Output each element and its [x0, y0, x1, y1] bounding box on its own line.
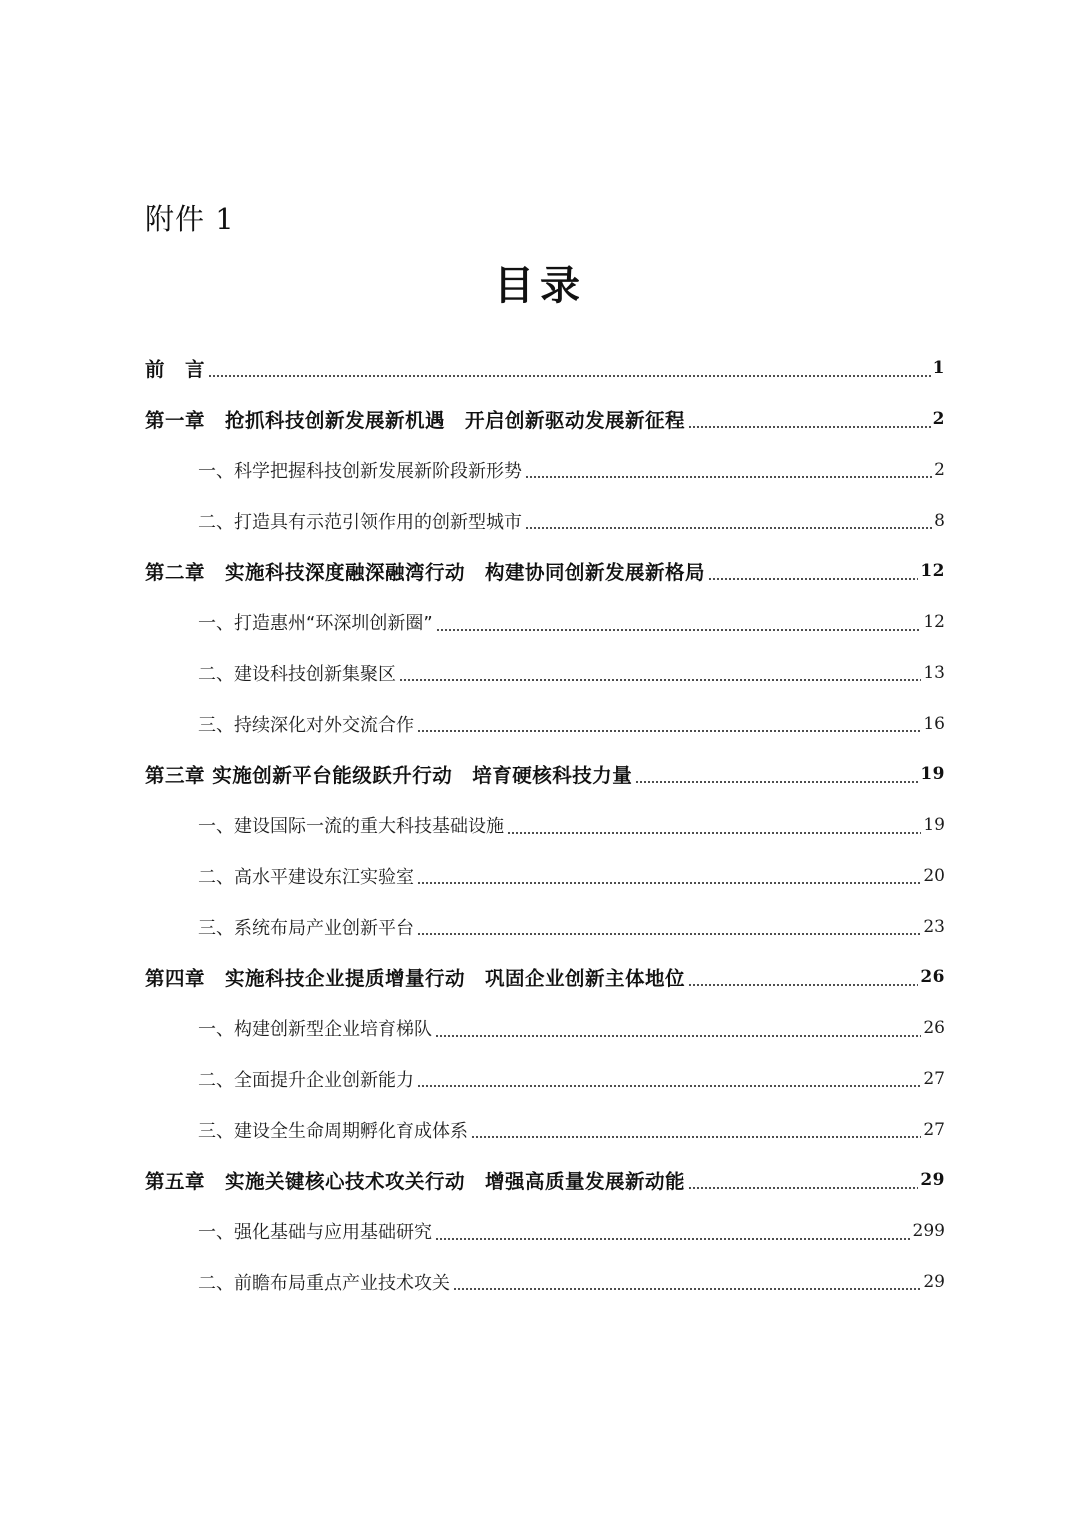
- toc-entry-label: 第一章 抢抓科技创新发展新机遇 开启创新驱动发展新征程: [145, 409, 686, 433]
- dot-leader: [635, 780, 918, 784]
- dot-leader: [708, 577, 918, 581]
- attachment-label: 附件 1: [145, 202, 235, 236]
- toc-entry-label: 第三章 实施创新平台能级跃升行动 培育硬核科技力量: [145, 764, 633, 788]
- page-title: 目录: [494, 262, 586, 309]
- toc-entry-label: 一、构建创新型企业培育梯队: [198, 1019, 432, 1041]
- toc-entry-label: 三、建设全生命周期孵化育成体系: [198, 1120, 468, 1142]
- toc-entry-label: 三、持续深化对外交流合作: [198, 714, 414, 736]
- dot-leader: [688, 425, 931, 429]
- toc-entry-label: 一、打造惠州“环深圳创新圈”: [198, 613, 433, 635]
- toc-page-number: 1: [932, 358, 945, 379]
- toc-entry-label: 三、系统布局产业创新平台: [198, 917, 414, 939]
- toc-entry-label: 二、建设科技创新集聚区: [198, 663, 396, 685]
- toc-entry-label: 第二章 实施科技深度融深融湾行动 构建协同创新发展新格局: [145, 561, 706, 585]
- toc-page-number: 29: [920, 1170, 945, 1191]
- toc-page-number: 20: [923, 865, 945, 886]
- toc-chapter-entry[interactable]: [145, 749, 945, 800]
- dot-leader: [436, 628, 922, 632]
- toc-chapter-entry[interactable]: [145, 343, 945, 394]
- toc-section-entry[interactable]: [145, 851, 945, 902]
- dot-leader: [435, 1034, 921, 1038]
- toc-entry-label: 一、科学把握科技创新发展新阶段新形势: [198, 460, 522, 482]
- toc-entry-label: 二、高水平建设东江实验室: [198, 866, 414, 888]
- toc-page-number: 13: [923, 662, 945, 683]
- dot-leader: [525, 526, 932, 530]
- dot-leader: [453, 1287, 921, 1291]
- toc-page-number: 27: [923, 1068, 945, 1089]
- dot-leader: [471, 1135, 921, 1139]
- toc-section-entry[interactable]: [145, 1206, 945, 1257]
- dot-leader: [208, 374, 931, 378]
- dot-leader: [417, 881, 921, 885]
- toc-page-number: 12: [920, 561, 945, 582]
- dot-leader: [525, 475, 932, 479]
- toc-section-entry[interactable]: [145, 495, 945, 546]
- toc-section-entry[interactable]: [145, 698, 945, 749]
- dot-leader: [688, 983, 918, 987]
- dot-leader: [417, 1084, 921, 1088]
- toc-section-entry[interactable]: [145, 597, 945, 648]
- toc-page-number: 8: [934, 510, 945, 531]
- dot-leader: [435, 1237, 911, 1241]
- dot-leader: [417, 729, 921, 733]
- toc-chapter-entry[interactable]: [145, 1155, 945, 1206]
- toc-entry-label: 一、强化基础与应用基础研究: [198, 1222, 432, 1244]
- toc-page-number: 26: [923, 1018, 945, 1039]
- dot-leader: [688, 1186, 918, 1190]
- dot-leader: [507, 831, 921, 835]
- toc-entry-label: 二、打造具有示范引领作用的创新型城市: [198, 511, 522, 533]
- toc-entry-label: 一、建设国际一流的重大科技基础设施: [198, 816, 504, 838]
- toc-page-number: 27: [923, 1119, 945, 1140]
- toc-page-number: 19: [923, 815, 945, 836]
- toc-entry-label: 第四章 实施科技企业提质增量行动 巩固企业创新主体地位: [145, 967, 686, 991]
- toc-entry-label: 二、全面提升企业创新能力: [198, 1069, 414, 1091]
- toc-chapter-entry[interactable]: [145, 546, 945, 597]
- toc-entry-label: 二、前瞻布局重点产业技术攻关: [198, 1272, 450, 1294]
- toc-section-entry[interactable]: [145, 1104, 945, 1155]
- toc-page-number: 12: [923, 612, 945, 633]
- toc-page-number: 23: [923, 916, 945, 937]
- table-of-contents: [145, 343, 945, 1307]
- toc-section-entry[interactable]: [145, 648, 945, 699]
- toc-page-number: 26: [920, 967, 945, 988]
- toc-section-entry[interactable]: [145, 1054, 945, 1105]
- toc-section-entry[interactable]: [145, 901, 945, 952]
- toc-chapter-entry[interactable]: [145, 952, 945, 1003]
- toc-page-number: 2: [934, 459, 945, 480]
- toc-page-number: 16: [923, 713, 945, 734]
- toc-section-entry[interactable]: [145, 1257, 945, 1308]
- toc-page-number: 29: [923, 1271, 945, 1292]
- toc-section-entry[interactable]: [145, 445, 945, 496]
- toc-chapter-entry[interactable]: [145, 394, 945, 445]
- toc-entry-label: 前 言: [145, 358, 206, 382]
- toc-entry-label: 第五章 实施关键核心技术攻关行动 增强高质量发展新动能: [145, 1170, 686, 1194]
- toc-page-number: 19: [920, 764, 945, 785]
- toc-section-entry[interactable]: [145, 800, 945, 851]
- dot-leader: [417, 932, 921, 936]
- dot-leader: [399, 678, 921, 682]
- toc-page-number: 299: [912, 1221, 945, 1242]
- toc-page-number: 2: [932, 409, 945, 430]
- toc-section-entry[interactable]: [145, 1003, 945, 1054]
